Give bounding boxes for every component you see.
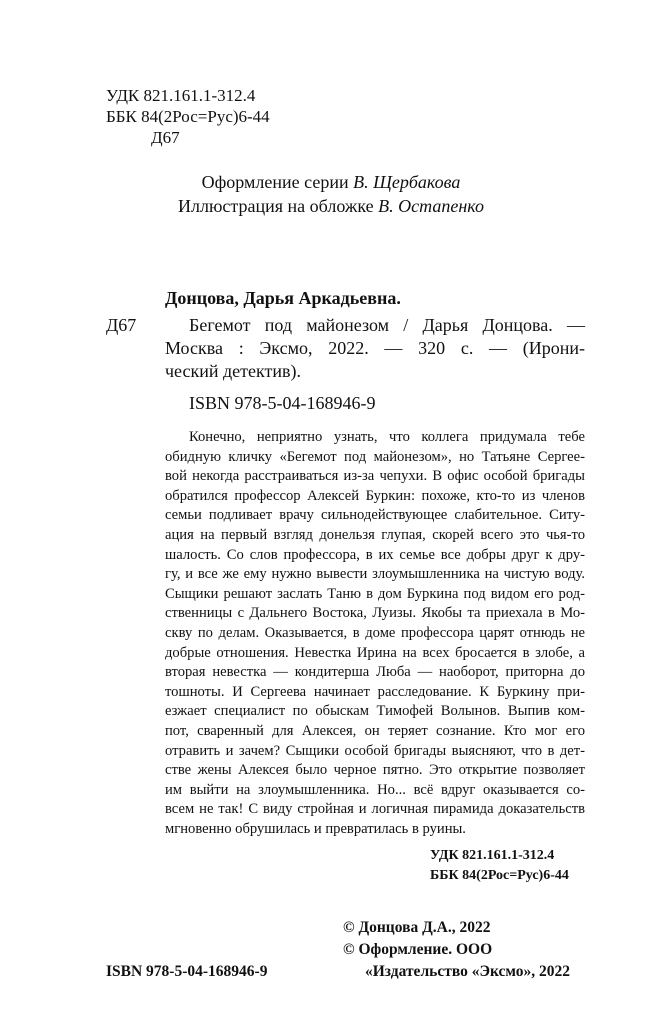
series-design-name: В. Щербакова (353, 172, 461, 192)
annotation (165, 428, 585, 839)
header-code: Д67 (151, 128, 180, 147)
annotation-line: обидную кличку «Бегемот под майонезом», но Татьяне Сергее- (165, 448, 585, 465)
entry-code: Д67 (106, 315, 137, 335)
annotation-line: Сыщики решают заслать Таню в дом Буркина под видом его род- (165, 585, 585, 602)
annotation-line: гу, и все же ему нужно вывести злоумышленника на чистую воду. (165, 566, 585, 583)
annotation-line: ственницы с Дальнего Востока, Луизы. Якобы та приехала в Мо- (165, 605, 585, 622)
annotation-line: вторая невестка — кондитерша Люба — наоборот, приторна до (165, 664, 585, 681)
annotation-line: мгновенно обрушилась и превратилась в руины. (165, 820, 466, 837)
annotation-line: добрые отношения. Невестка Ирина на всех бросается в злобе, а (165, 644, 585, 661)
annotation-line: им выйти на злоумышленника. Но... всё вдруг оказывается со- (165, 781, 585, 798)
annotation-line: ация на первый взгляд донельзя глупая, скорей всего это чья-то (165, 526, 585, 543)
entry-author: Донцова, Дарья Аркадьевна. (165, 288, 401, 308)
annotation-line: тошноты. И Сергеева начинает расследование. К Буркину при- (165, 683, 585, 700)
annotation-line: стве жены Алексея было черное пятно. Это открытие позволяет (165, 762, 585, 779)
entry-isbn: ISBN 978-5-04-168946-9 (189, 393, 376, 413)
entry-line-3: ческий детектив). (165, 361, 301, 381)
annotation-line: семьи подливает врачу сильнодействующее слабительное. Ситу- (165, 507, 585, 524)
header-bbk: ББК 84(2Рос=Рус)6-44 (106, 107, 270, 126)
classification-bbk: ББК 84(2Рос=Рус)6-44 (430, 868, 569, 883)
entry-line-2: Москва : Эксмо, 2022. — 320 с. — (Ирони- (165, 338, 585, 358)
cover-illustration-label: Иллюстрация на обложке (178, 196, 374, 216)
cover-illustration-credit (0, 195, 662, 218)
footer-isbn: ISBN 978-5-04-168946-9 (106, 963, 268, 980)
series-design-credit (0, 171, 662, 194)
header-udk: УДК 821.161.1-312.4 (106, 86, 256, 105)
entry-line-1: Бегемот под майонезом / Дарья Донцова. — (189, 315, 585, 335)
series-design-label: Оформление серии (201, 172, 349, 192)
annotation-line: шалость. Со слов профессора, в их семье все добры друг к дру- (165, 546, 585, 563)
copyright-design-line-2: «Издательство «Эксмо», 2022 (365, 963, 571, 980)
annotation-line: скву по делам. Оказывается, в доме профессора царят отнюдь не (165, 624, 585, 641)
copyright-author: © Донцова Д.А., 2022 (343, 919, 491, 936)
annotation-line: пот, сваренный для Алексея, он теряет сознание. Кто мог его (165, 722, 585, 739)
copyright-design-line-1: © Оформление. ООО (343, 941, 493, 958)
annotation-line: всем не так! С виду стройная и логичная пирамида доказательств (165, 801, 585, 818)
annotation-line: отравить и зачем? Сыщики особой бригады выясняют, что в дет- (165, 742, 585, 759)
annotation-line: вой некогда расстраиваться из-за чепухи. В офис особой бригады (165, 468, 585, 485)
cover-illustration-name: В. Остапенко (378, 196, 484, 216)
annotation-line: езжает специалист по обыскам Тимофей Волынов. Выпив ком- (165, 703, 585, 720)
classification-udk: УДК 821.161.1-312.4 (430, 848, 555, 863)
annotation-line: Конечно, неприятно узнать, что коллега придумала тебе (189, 429, 585, 445)
annotation-line: обратился профессор Алексей Буркин: похоже, кто-то из членов (165, 487, 585, 504)
